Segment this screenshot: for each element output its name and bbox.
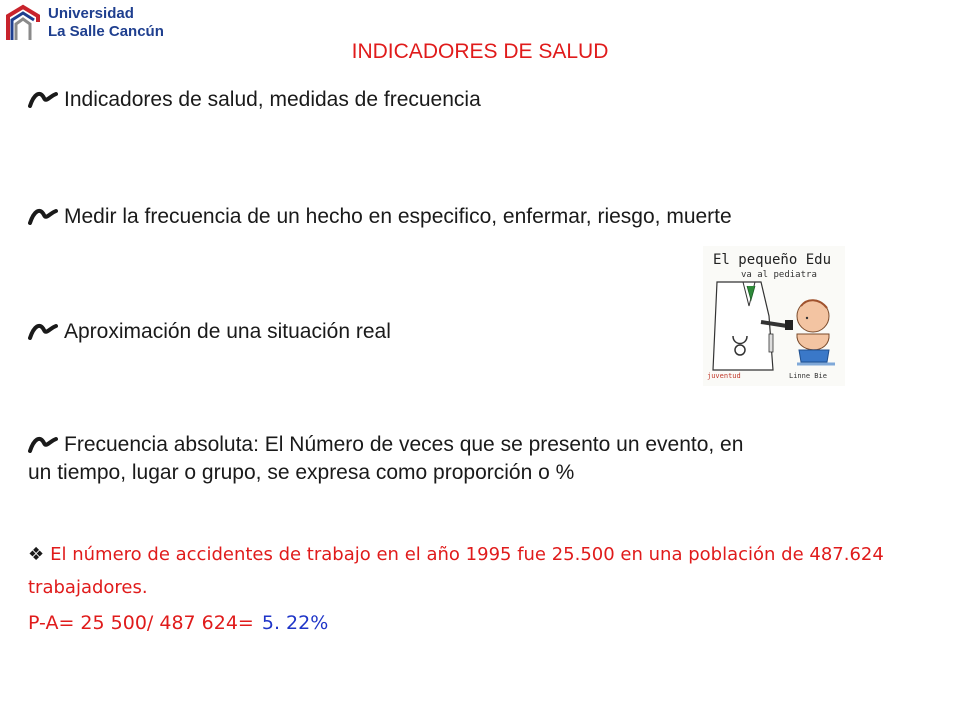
bullet-text-continuation: un tiempo, lugar o grupo, se expresa como proporción o % (28, 461, 575, 484)
leaf-swoosh-icon (28, 320, 58, 340)
doctor-and-baby-drawing (703, 246, 845, 386)
example-text: El número de accidentes de trabajo en el año 1995 fue 25.500 en una población de 487.624 trabajadores. (28, 544, 884, 598)
illustration-title: El pequeño Edu (713, 252, 832, 268)
formula-expression: P-A= 25 500/ 487 624= (28, 612, 254, 634)
diamond-bullet-icon: ❖ (28, 544, 45, 565)
illustration-subtitle: va al pediatra (741, 270, 817, 280)
formula-result: 5. 22% (261, 612, 329, 634)
university-name-line1: Universidad (48, 5, 134, 22)
leaf-swoosh-icon (28, 205, 58, 225)
bullet-text: Frecuencia absoluta: El Número de veces que se presento un evento, en (64, 433, 744, 456)
leaf-swoosh-icon (28, 433, 58, 453)
bullet-item-aproximacion (28, 318, 391, 346)
leaf-swoosh-icon (28, 88, 58, 108)
slide-title: INDICADORES DE SALUD (351, 40, 609, 63)
example-paragraph (28, 538, 938, 604)
bullet-item-indicadores (28, 86, 481, 114)
bullet-text: Medir la frecuencia de un hecho en especifico, enfermar, riesgo, muerte (64, 205, 732, 228)
la-salle-logo-icon (4, 4, 42, 44)
illustration-publisher: juventud (707, 372, 741, 380)
university-name-line2: La Salle Cancún (48, 23, 164, 40)
pediatrician-illustration (703, 246, 845, 386)
bullet-item-medir (28, 203, 732, 231)
formula-line (28, 608, 328, 638)
bullet-item-frecuencia (28, 431, 933, 487)
bullet-text: Aproximación de una situación real (64, 320, 391, 343)
bullet-text: Indicadores de salud, medidas de frecuencia (64, 88, 481, 111)
illustration-author: Linne Bie (789, 372, 827, 380)
